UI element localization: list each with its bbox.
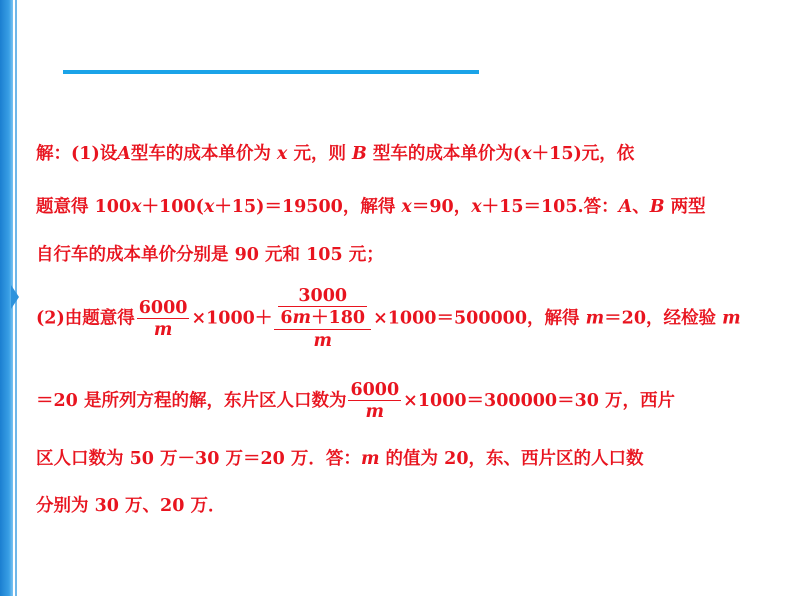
math-variable: x xyxy=(276,144,288,164)
text-run: 3000 xyxy=(298,286,348,306)
text-run: 6000 xyxy=(138,297,188,318)
text-run: 题意得 100 xyxy=(36,197,132,217)
text-run: ×1000＋ xyxy=(191,308,273,329)
math-variable: A xyxy=(618,197,633,217)
solution-line-1 xyxy=(36,140,634,165)
text-run: ＋180 xyxy=(311,308,366,328)
title-rule xyxy=(63,70,479,74)
math-variable: m xyxy=(292,308,312,328)
math-variable: m xyxy=(585,308,605,329)
text-run: ＋15＝105.答： xyxy=(481,197,619,217)
text-run: 、 xyxy=(632,197,650,217)
text-run: 元，则 xyxy=(287,144,353,164)
math-variable: x xyxy=(471,197,482,217)
math-variable: B xyxy=(352,144,367,164)
text-run: 两型 xyxy=(664,197,706,217)
fraction-numerator xyxy=(278,286,367,306)
solution-line-7 xyxy=(36,492,225,517)
compound-numerator xyxy=(274,286,371,329)
text-run: 解：(1)设 xyxy=(36,144,118,164)
text-run: ×1000＝300000＝30 万，西片 xyxy=(403,391,676,411)
math-variable: x xyxy=(203,197,215,217)
fraction xyxy=(137,298,190,341)
text-run: ＋100( xyxy=(141,197,204,217)
solution-line-5 xyxy=(36,380,675,423)
math-variable: A xyxy=(117,144,131,164)
math-variable: m xyxy=(360,449,380,469)
math-variable: B xyxy=(649,197,665,217)
text-run: 6 xyxy=(280,308,293,328)
math-variable: m xyxy=(153,319,173,340)
fraction xyxy=(278,286,367,329)
text-run: 分别为 30 万、20 万． xyxy=(36,496,226,516)
text-run: (2)由题意得 xyxy=(36,308,135,329)
compound-fraction xyxy=(274,286,371,352)
sidebar-arrow-icon xyxy=(11,285,19,309)
text-run: 6000 xyxy=(350,380,400,400)
text-run: 区人口数为 50 万－30 万＝20 万．答： xyxy=(36,449,361,469)
fraction-denominator xyxy=(348,400,401,423)
fraction-denominator xyxy=(137,318,190,341)
text-run: 自行车的成本单价分别是 90 元和 105 元； xyxy=(36,245,384,265)
solution-line-2 xyxy=(36,193,706,218)
text-run: 型车的成本单价为 xyxy=(130,144,277,164)
fraction-denominator xyxy=(278,306,367,329)
math-variable: x xyxy=(521,144,532,164)
text-run: 型车的成本单价为( xyxy=(366,144,522,164)
text-run: ＋15)＝19500，解得 xyxy=(214,197,402,217)
solution-line-6 xyxy=(36,445,644,470)
text-run: ＋15)元，依 xyxy=(531,144,635,164)
text-run: ×1000＝500000，解得 xyxy=(373,308,586,329)
solution-line-3 xyxy=(36,241,384,266)
fraction-numerator xyxy=(137,298,190,318)
text-run: 的值为 20，东、西片区的人口数 xyxy=(379,449,644,469)
text-run: ＝90， xyxy=(411,197,472,217)
math-variable: m xyxy=(365,402,385,422)
math-variable: m xyxy=(722,308,741,329)
math-variable: x xyxy=(131,197,142,217)
text-run: ＝20 是所列方程的解，东片区人口数为 xyxy=(36,391,347,411)
math-variable: x xyxy=(401,197,412,217)
text-run: ＝20，经检验 xyxy=(604,308,723,329)
math-variable: m xyxy=(313,331,332,351)
fraction xyxy=(348,380,401,423)
compound-denominator xyxy=(274,329,371,352)
solution-line-4 xyxy=(36,286,741,352)
fraction-numerator xyxy=(348,380,401,400)
